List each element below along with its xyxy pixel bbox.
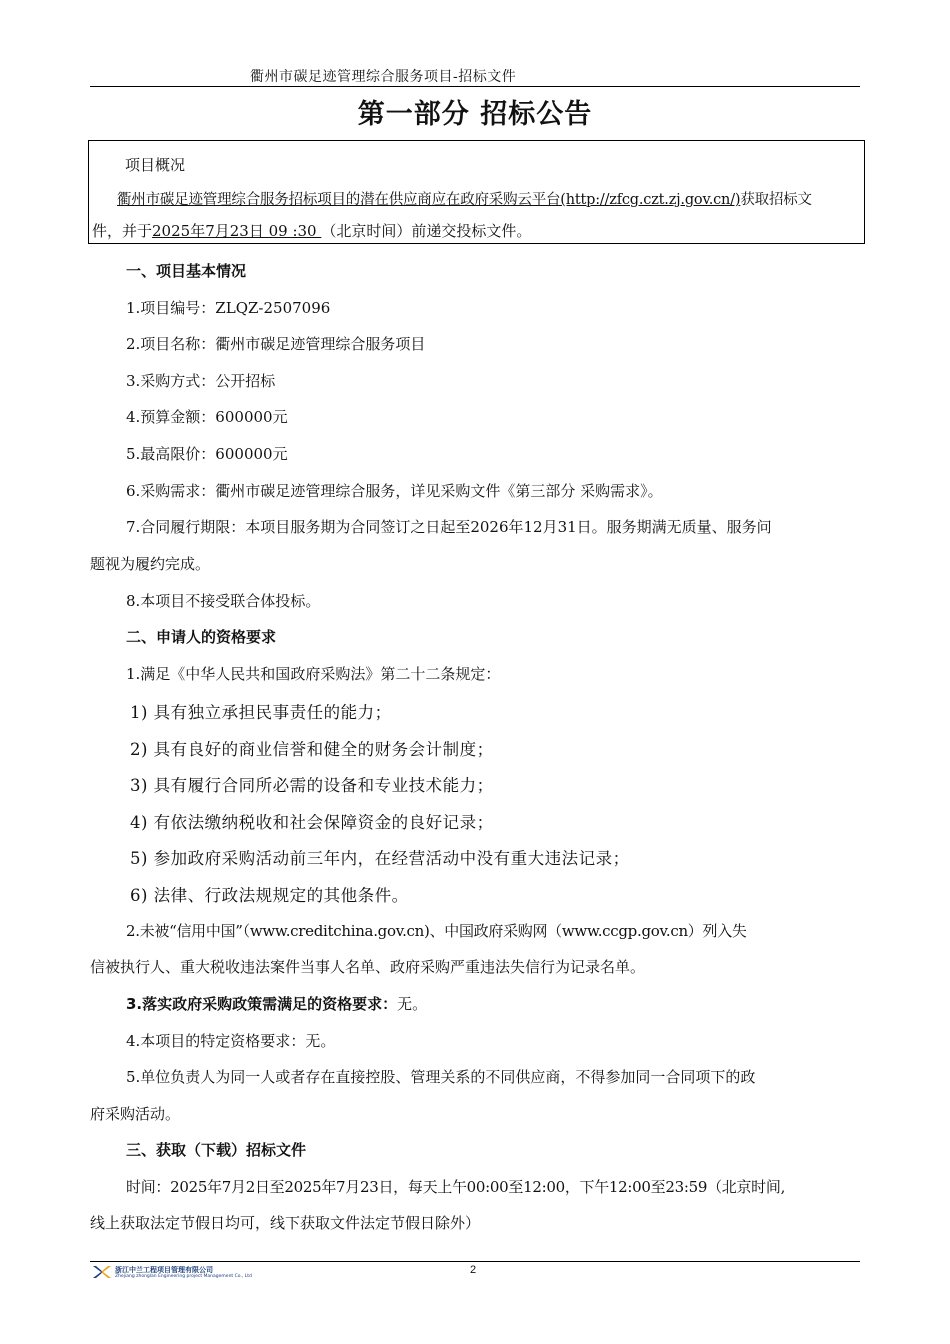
qualification-item-1: 1.满足《中华人民共和国政府采购法》第二十二条规定： <box>126 665 501 683</box>
footer-company-cn: 浙江中兰工程项目管理有限公司 <box>115 1266 213 1274</box>
qualification-item-5-line-2: 府采购活动。 <box>90 1105 181 1123</box>
overview-line-2: 件，并于2025年7月23日 09 :30 （北京时间）前递交投标文件。 <box>92 222 532 240</box>
overview-line-1: 衢州市碳足迹管理综合服务招标项目的潜在供应商应在政府采购云平台(http://zfcg.czt.zj.gov.cn/)获取招标文 <box>117 192 812 208</box>
download-time-line-1: 时间：2025年7月2日至2025年7月23日，每天上午00:00至12:00，下午12:00至23:59（北京时间, <box>126 1178 786 1196</box>
overview-link-text[interactable]: 衢州市碳足迹管理综合服务招标项目的潜在供应商应在政府采购云平台(http://zfcg.czt.zj.gov.cn/) <box>117 192 741 208</box>
footer-company-en: Zhejiang zhonglan Engineering project Management Co., Ltd <box>115 1274 252 1279</box>
overview-label: 项目概况 <box>125 156 186 174</box>
requirement-4: 4) 有依法缴纳税收和社会保障资金的良好记录； <box>130 813 494 832</box>
qualification-item-3: 3.落实政府采购政策需满足的资格要求：无。 <box>126 995 428 1013</box>
overview-box <box>88 140 865 244</box>
procurement-method: 3.采购方式：公开招标 <box>126 372 276 390</box>
qualification-item-2-line-1: 2.未被“信用中国”（www.creditchina.gov.cn)、中国政府采购网（www.ccgp.gov.cn）列入失 <box>126 922 747 940</box>
project-name: 2.项目名称：衢州市碳足迹管理综合服务项目 <box>126 335 426 353</box>
section-1-heading: 一、项目基本情况 <box>126 262 247 280</box>
max-price: 5.最高限价：600000元 <box>126 445 288 463</box>
budget-amount: 4.预算金额：600000元 <box>126 408 288 426</box>
section-2-heading: 二、申请人的资格要求 <box>126 628 277 646</box>
contract-period-line-2: 题视为履约完成。 <box>90 555 211 573</box>
qualification-item-2-line-2: 信被执行人、重大税收违法案件当事人名单、政府采购严重违法失信行为记录名单。 <box>90 958 646 976</box>
qualification-item-5-line-1: 5.单位负责人为同一人或者存在直接控股、管理关系的不同供应商，不得参加同一合同项下的政 <box>126 1068 756 1086</box>
running-header: 衢州市碳足迹管理综合服务项目-招标文件 <box>250 69 517 85</box>
requirement-5: 5) 参加政府采购活动前三年内，在经营活动中没有重大违法记录； <box>130 849 630 868</box>
requirement-2: 2) 具有良好的商业信誉和健全的财务会计制度； <box>130 740 494 759</box>
no-consortium: 8.本项目不接受联合体投标。 <box>126 592 321 610</box>
requirement-6: 6) 法律、行政法规规定的其他条件。 <box>130 886 409 905</box>
section-3-heading: 三、获取（下载）招标文件 <box>126 1141 307 1159</box>
qualification-item-4: 4.本项目的特定资格要求：无。 <box>126 1032 336 1050</box>
contract-period-line-1: 7.合同履行期限：本项目服务期为合同签订之日起至2026年12月31日。服务期满无质量、服务问 <box>126 518 772 536</box>
page-title: 第一部分 招标公告 <box>357 99 593 130</box>
procurement-requirement: 6.采购需求：衢州市碳足迹管理综合服务，详见采购文件《第三部分 采购需求》。 <box>126 482 663 500</box>
deadline-date: 2025年7月23日 09 :30 <box>152 222 322 240</box>
download-time-line-2: 线上获取法定节假日均可，线下获取文件法定节假日除外） <box>90 1214 481 1232</box>
footer-rule <box>90 1261 860 1262</box>
project-number: 1.项目编号：ZLQZ-2507096 <box>126 299 331 317</box>
company-logo-icon <box>92 1264 112 1280</box>
requirement-1: 1) 具有独立承担民事责任的能力； <box>130 703 392 722</box>
header-rule <box>90 86 860 87</box>
page-number: 2 <box>470 1264 477 1276</box>
requirement-3: 3) 具有履行合同所必需的设备和专业技术能力； <box>130 776 494 795</box>
